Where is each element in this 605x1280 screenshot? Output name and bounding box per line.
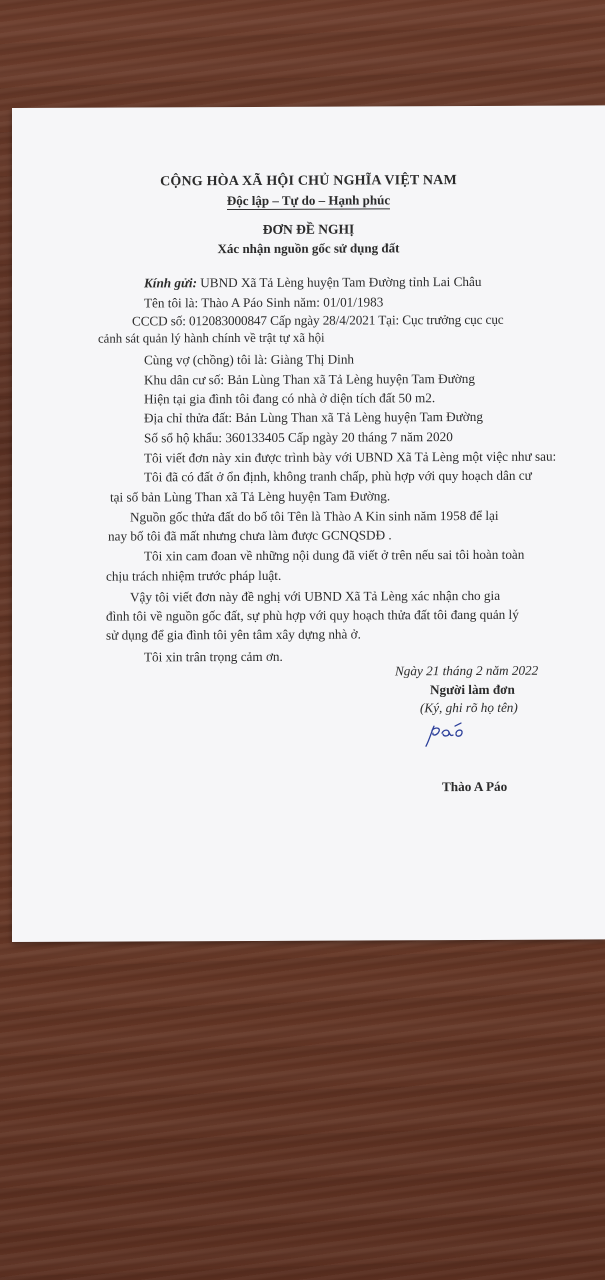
signer-name: Thào A Páo [442,778,508,795]
recipient-value: UBND Xã Tả Lèng huyện Tam Đường tỉnh Lai Châu [200,273,482,291]
signature-role: Người làm đơn [430,681,515,698]
country-header: CỘNG HÒA XÃ HỘI CHỦ NGHĨA VIỆT NAM [160,173,457,190]
document-page [12,105,605,942]
name-line: Tên tôi là: Thào A Páo Sinh năm: 01/01/1983 [144,294,384,311]
request-line-2: đình tôi về nguồn gốc đất, sự phù hợp với quy hoạch thửa đất tôi đang quản lý [106,606,519,624]
request-line-1: Vậy tôi viết đơn này đề nghị với UBND Xã Tả Lèng xác nhận cho gia [130,587,501,605]
cccd-line-1: CCCD số: 012083000847 Cấp ngày 28/4/2021 Tại: Cục trưởng cục cục [132,311,504,329]
origin-line-2: nay bố tôi đã mất nhưng chưa làm được GCNQSDĐ . [108,527,392,544]
handwritten-signature-icon [422,720,482,748]
motto-text: Độc lập – Tự do – Hạnh phúc [226,192,391,209]
thanks-line: Tôi xin trân trọng cảm ơn. [144,648,283,665]
recipient-label: Kính gửi: [144,275,197,291]
document-subtitle: Xác nhận nguồn gốc sử dụng đất [217,240,400,257]
motto-header [12,191,605,210]
spouse-line: Cùng vợ (chồng) tôi là: Giàng Thị Dinh [144,351,355,368]
signature-instruction: (Ký, ghi rõ họ tên) [420,699,518,716]
cccd-line-2: cảnh sát quản lý hành chính về trật tự xã hội [98,330,325,346]
request-line-3: sử dụng để gia đình tôi yên tâm xây dựng nhà ở. [106,626,361,643]
house-line: Hiện tại gia đình tôi đang có nhà ở diện tích đất 50 m2. [144,390,436,407]
document-title: ĐƠN ĐỀ NGHỊ [262,221,355,237]
commitment-line-1: Tôi xin cam đoan về những nội dung đã viết ở trên nếu sai tôi hoàn toàn [144,546,525,564]
signature-date: Ngày 21 tháng 2 năm 2022 [395,662,539,679]
recipient-line [144,274,481,291]
commitment-line-2: chịu trách nhiệm trước pháp luật. [106,567,282,584]
residence-line: Khu dân cư số: Bản Lùng Than xã Tả Lèng huyện Tam Đường [144,370,475,388]
origin-line-1: Nguồn gốc thửa đất do bố tôi Tên là Thào A Kin sinh năm 1958 để lại [130,507,499,525]
stable-line-1: Tôi đã có đất ở ổn định, không tranh chấp, phù hợp với quy hoạch dân cư [144,467,532,485]
intro-line: Tôi viết đơn này xin được trình bày với UBND Xã Tả Lèng một việc như sau: [144,448,557,466]
land-address-line: Địa chỉ thửa đất: Bản Lùng Than xã Tả Lèng huyện Tam Đường [144,408,483,426]
household-book-line: Số sổ hộ khẩu: 360133405 Cấp ngày 20 tháng 7 năm 2020 [144,429,453,446]
stable-line-2: tại số bản Lùng Than xã Tả Lèng huyện Tam Đường. [110,488,391,505]
